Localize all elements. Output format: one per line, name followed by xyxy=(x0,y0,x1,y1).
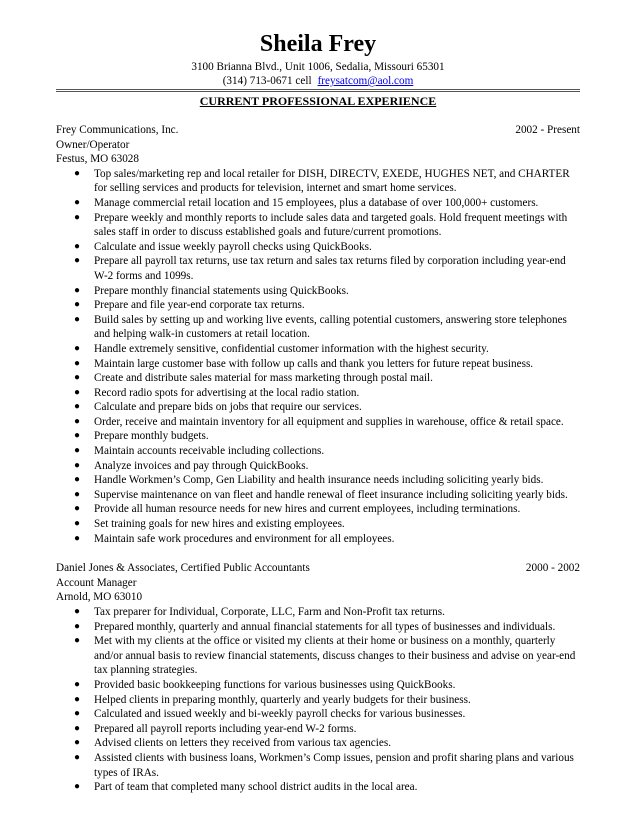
duty-item xyxy=(56,444,580,459)
duty-text: Assisted clients with business loans, Workmen’s Comp issues, pension and profit sharing plans and various types of IRAs. xyxy=(94,751,574,779)
bullet-icon: ● xyxy=(74,693,81,705)
duty-item xyxy=(56,371,580,386)
duty-text: Maintain safe work procedures and environment for all employees. xyxy=(94,532,395,545)
bullet-icon: ● xyxy=(74,342,81,354)
bullet-icon: ● xyxy=(74,196,81,208)
duty-item xyxy=(56,605,580,620)
duty-item xyxy=(56,488,580,503)
duty-item xyxy=(56,415,580,430)
duty-text: Calculated and issued weekly and bi-weekly payroll checks for various businesses. xyxy=(94,708,466,721)
bullet-icon: ● xyxy=(74,474,81,486)
bullet-icon: ● xyxy=(74,240,81,252)
duty-item xyxy=(56,254,580,283)
job-location: Festus, MO 63028 xyxy=(56,153,139,166)
job-location: Arnold, MO 63010 xyxy=(56,591,143,604)
job-header xyxy=(56,123,580,138)
duty-text: Analyze invoices and pay through QuickBooks. xyxy=(94,459,309,472)
duty-text: Manage commercial retail location and 15 employees, plus a database of over 100,000+ customers. xyxy=(94,196,539,209)
bullet-icon: ● xyxy=(74,372,81,384)
duties-list xyxy=(56,605,580,795)
email-link[interactable]: freysatcom@aol.com xyxy=(317,75,414,87)
duties-list xyxy=(56,167,580,546)
duty-text: Prepare weekly and monthly reports to include sales data and targeted goals. Hold frequent meetings with sales staff in order to discuss established goals and future/current promotions. xyxy=(94,211,568,239)
bullet-icon: ● xyxy=(74,430,81,442)
duty-text: Advised clients on letters they received from various tax agencies. xyxy=(94,737,391,750)
duty-text: Prepare monthly financial statements using QuickBooks. xyxy=(94,284,349,297)
duty-text: Handle extremely sensitive, confidential customer information with the highest security. xyxy=(94,342,489,355)
bullet-icon: ● xyxy=(74,722,81,734)
duty-item xyxy=(56,196,580,211)
duty-text: Prepare all payroll tax returns, use tax return and sales tax returns filed by corporation including year-end W-2 forms and 1099s. xyxy=(94,255,566,282)
job-title: Owner/Operator xyxy=(56,138,130,151)
duty-text: Provided basic bookkeeping functions for various businesses using QuickBooks. xyxy=(94,678,456,691)
bullet-icon: ● xyxy=(74,503,81,515)
header-divider xyxy=(56,89,580,92)
bullet-icon: ● xyxy=(74,445,81,457)
duty-item xyxy=(56,517,580,532)
duty-text: Prepared all payroll reports including year-end W-2 forms. xyxy=(94,722,357,735)
bullet-icon: ● xyxy=(74,606,81,617)
duty-item xyxy=(56,693,580,708)
duty-text: Create and distribute sales material for mass marketing through postal mail. xyxy=(94,372,433,385)
duty-text: Provide all human resource needs for new hires and current employees, including terminations. xyxy=(94,503,521,516)
duty-item xyxy=(56,459,580,474)
duty-item xyxy=(56,240,580,255)
bullet-icon: ● xyxy=(74,211,81,223)
contact-line xyxy=(56,74,580,88)
bullet-icon: ● xyxy=(74,357,81,369)
duty-item xyxy=(56,751,580,780)
duty-item xyxy=(56,342,580,357)
bullet-icon: ● xyxy=(74,635,81,647)
bullet-icon: ● xyxy=(74,518,81,530)
duty-item xyxy=(56,532,580,547)
duty-item xyxy=(56,678,580,693)
duty-item xyxy=(56,722,580,737)
section-title: CURRENT PROFESSIONAL EXPERIENCE xyxy=(199,94,437,108)
company-name: Frey Communications, Inc. xyxy=(56,124,179,136)
duty-item xyxy=(56,167,580,196)
duty-item xyxy=(56,502,580,517)
bullet-icon: ● xyxy=(74,678,81,690)
duty-item xyxy=(56,473,580,488)
duty-item xyxy=(56,780,580,795)
bullet-icon: ● xyxy=(74,737,81,749)
duty-text: Set training goals for new hires and existing employees. xyxy=(94,518,345,531)
duty-text: Calculate and prepare bids on jobs that require our services. xyxy=(94,401,362,414)
duty-text: Supervise maintenance on van fleet and handle renewal of fleet insurance including soliciting yearly bids. xyxy=(94,488,568,501)
bullet-icon: ● xyxy=(74,751,81,763)
duty-item xyxy=(56,707,580,722)
duty-item xyxy=(56,211,580,240)
bullet-icon: ● xyxy=(74,708,81,720)
bullet-icon: ● xyxy=(74,299,81,311)
job-title: Account Manager xyxy=(56,576,137,589)
duty-text: Prepare and file year-end corporate tax returns. xyxy=(94,299,305,312)
duty-item xyxy=(56,313,580,342)
bullet-icon: ● xyxy=(74,415,81,427)
bullet-icon: ● xyxy=(74,620,81,632)
duty-text: Met with my clients at the office or visited my clients at their home or business on a monthly, quarterly and/or annual basis to review financial statements, discuss changes to their business and advise on year-end tax planning strategies. xyxy=(94,635,576,677)
bullet-icon: ● xyxy=(74,167,81,179)
duty-item xyxy=(56,620,580,635)
bullet-icon: ● xyxy=(74,386,81,398)
duty-item xyxy=(56,400,580,415)
employment-dates: 2002 - Present xyxy=(515,124,580,136)
bullet-icon: ● xyxy=(74,255,81,267)
duty-text: Order, receive and maintain inventory for all equipment and supplies in warehouse, office & retail space. xyxy=(94,415,564,428)
duty-text: Tax preparer for Individual, Corporate, LLC, Farm and Non-Profit tax returns. xyxy=(94,606,445,618)
duty-text: Helped clients in preparing monthly, quarterly and yearly budgets for their business. xyxy=(94,693,471,706)
duty-text: Top sales/marketing rep and local retailer for DISH, DIRECTV, EXEDE, HUGHES NET, and CHARTER for selling services and products for television, internet and smart home services. xyxy=(94,167,570,195)
phone-number: (314) 713-0671 cell xyxy=(222,75,312,87)
employment-dates: 2000 - 2002 xyxy=(525,562,580,575)
company-name: Daniel Jones & Associates, Certified Public Accountants xyxy=(56,562,310,575)
duty-text: Prepare monthly budgets. xyxy=(94,430,209,443)
duty-text: Handle Workmen’s Comp, Gen Liability and health insurance needs including soliciting yearly bids. xyxy=(94,474,544,487)
bullet-icon: ● xyxy=(74,532,81,544)
duty-text: Maintain accounts receivable including collections. xyxy=(94,445,325,458)
duty-text: Maintain large customer base with follow up calls and thank you letters for future repeat business. xyxy=(94,357,534,370)
jobs-list xyxy=(56,123,580,795)
duty-item xyxy=(56,429,580,444)
bullet-icon: ● xyxy=(74,488,81,500)
duty-item xyxy=(56,386,580,401)
duty-text: Record radio spots for advertising at the local radio station. xyxy=(94,386,360,399)
bullet-icon: ● xyxy=(74,313,81,325)
address-line: 3100 Brianna Blvd., Unit 1006, Sedalia, Missouri 65301 xyxy=(191,61,445,73)
job-entry xyxy=(56,561,580,795)
duty-text: Calculate and issue weekly payroll checks using QuickBooks. xyxy=(94,240,372,253)
resume-page xyxy=(56,30,580,810)
duty-text: Part of team that completed many school district audits in the local area. xyxy=(94,781,418,794)
job-entry xyxy=(56,123,580,546)
duty-text: Build sales by setting up and working live events, calling potential customers, answering store telephones and helping walk-in customers at retail location. xyxy=(94,313,567,341)
duty-item xyxy=(56,357,580,372)
applicant-name: Sheila Frey xyxy=(259,31,377,57)
job-header xyxy=(56,561,580,576)
duty-item xyxy=(56,634,580,678)
bullet-icon: ● xyxy=(74,781,81,793)
bullet-icon: ● xyxy=(74,459,81,471)
bullet-icon: ● xyxy=(74,284,81,296)
duty-item xyxy=(56,736,580,751)
bullet-icon: ● xyxy=(74,401,81,413)
duty-item xyxy=(56,298,580,313)
duty-item xyxy=(56,284,580,299)
duty-text: Prepared monthly, quarterly and annual financial statements for all types of businesses and individuals. xyxy=(94,620,556,633)
